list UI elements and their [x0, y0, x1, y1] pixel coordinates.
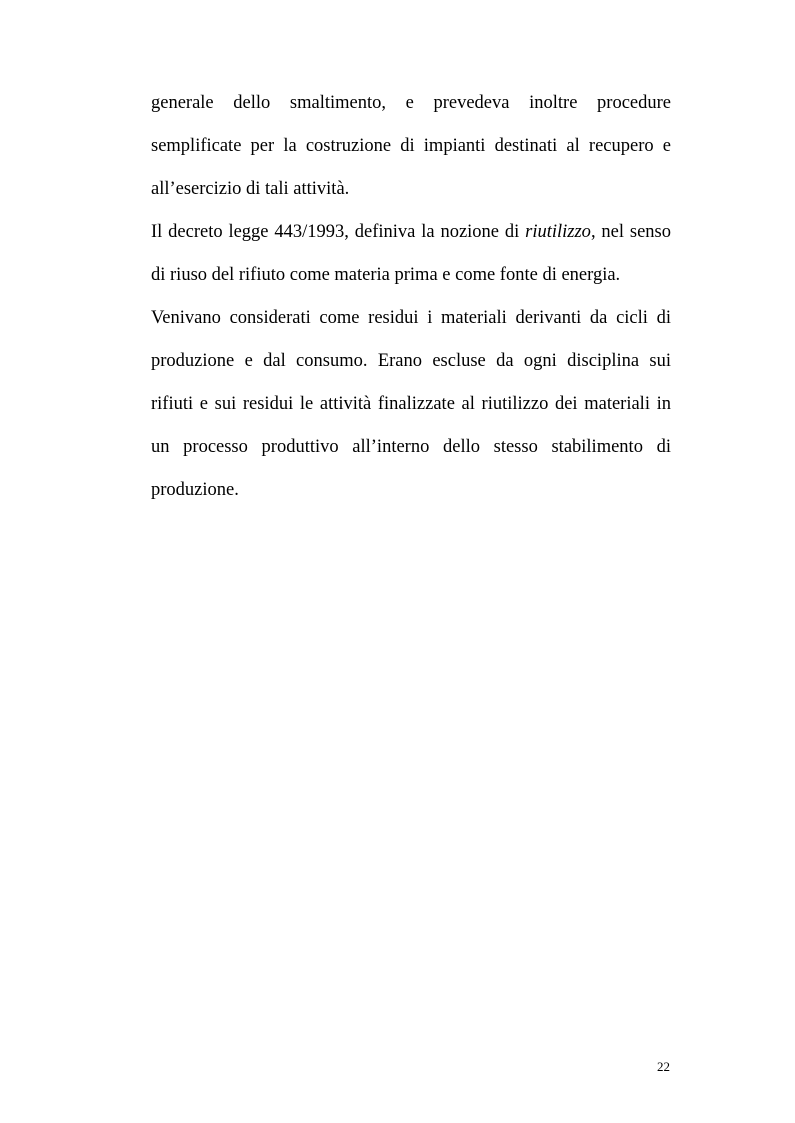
text-line: generale dello smaltimento, e prevedeva inoltre procedure	[151, 93, 671, 113]
text-line: Venivano considerati come residui i materiali derivanti da cicli di	[151, 308, 671, 328]
text-line: rifiuti e sui residui le attività finalizzate al riutilizzo dei materiali in	[151, 394, 671, 414]
text-line: produzione.	[151, 480, 239, 500]
text-run: Il decreto legge 443/1993, definiva la nozione di	[151, 222, 526, 242]
text-line: produzione e dal consumo. Erano escluse da ogni disciplina sui	[151, 351, 671, 371]
text-line: all’esercizio di tali attività.	[151, 179, 350, 199]
paragraph-3	[151, 297, 671, 512]
text-line: semplificate per la costruzione di impianti destinati al recupero e	[151, 136, 671, 156]
text-line	[151, 211, 671, 254]
body-text	[151, 82, 671, 512]
text-line: di riuso del rifiuto come materia prima e come fonte di energia.	[151, 265, 621, 285]
text-run: , nel senso	[590, 222, 671, 242]
page-number: 22	[657, 1059, 670, 1074]
paragraph-1	[151, 82, 671, 211]
emphasized-term: riutilizzo	[525, 222, 591, 242]
text-line: un processo produttivo all’interno dello stesso stabilimento di	[151, 437, 671, 457]
paragraph-2	[151, 211, 671, 297]
